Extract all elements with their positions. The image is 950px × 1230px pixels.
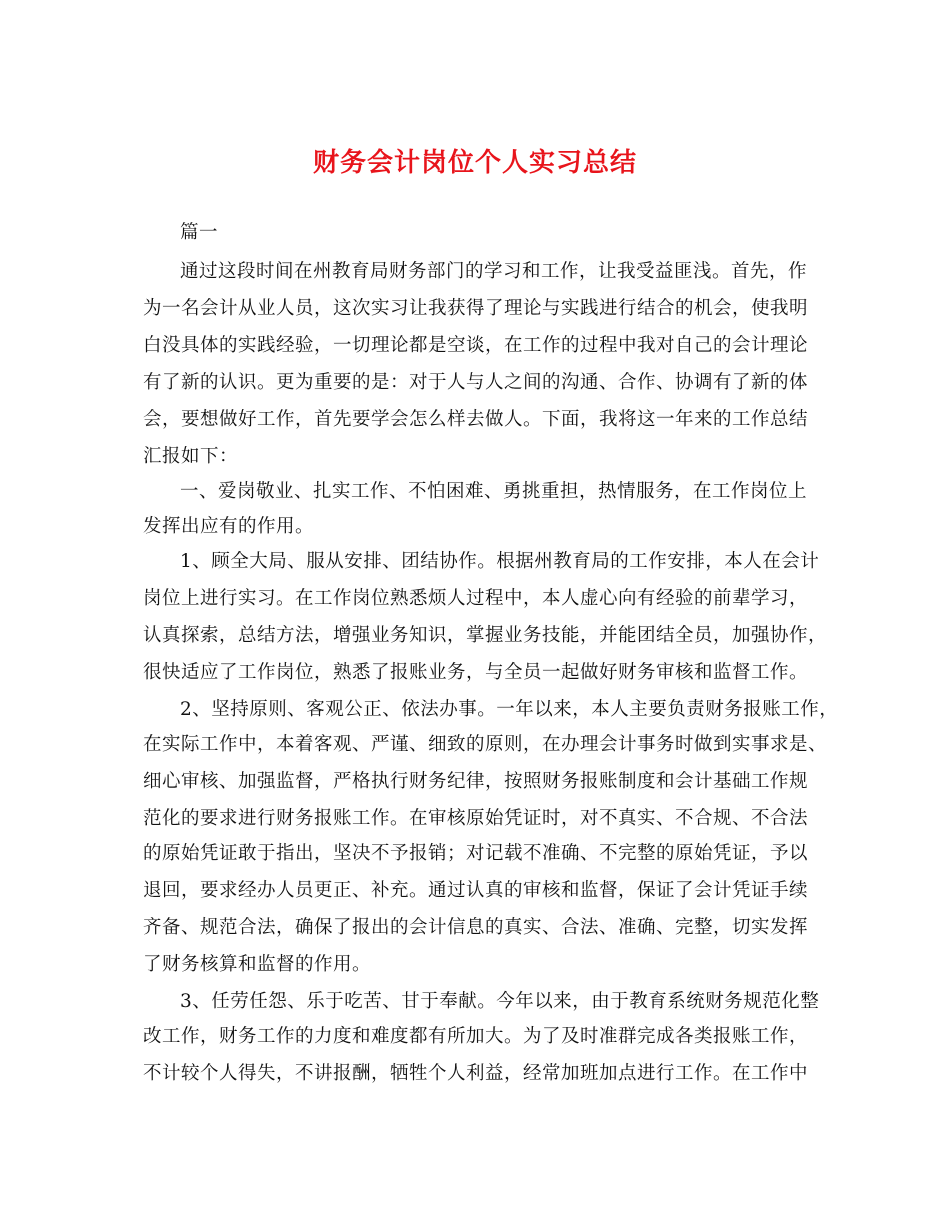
text-line: 认真探索，总结方法，增强业务知识，掌握业务技能，并能团结全员，加强协作， [143,625,828,646]
text-line: 为一名会计从业人员，这次实习让我获得了理论与实践进行结合的机会，使我明 [143,298,809,319]
text-line: 的原始凭证敢于指出，坚决不予报销；对记载不准确、不完整的原始凭证，予以 [143,843,809,864]
text-line: 发挥出应有的作用。 [143,516,315,537]
text-line: 一、爱岗敬业、扎实工作、不怕困难、勇挑重担，热情服务，在工作岗位上 [180,481,808,502]
text-line: 细心审核、加强监督，严格执行财务纪律，按照财务报账制度和会计基础工作规 [143,771,809,792]
text-line: 范化的要求进行财务报账工作。在审核原始凭证时，对不真实、不合规、不合法 [143,808,809,829]
text-line: 在实际工作中，本着客观、严谨、细致的原则，在办理会计事务时做到实事求是、 [143,734,828,755]
text-line: 有了新的认识。更为重要的是：对于人与人之间的沟通、合作、协调有了新的体 [143,372,809,393]
text-line: 会，要想做好工作，首先要学会怎么样去做人。下面，我将这一年来的工作总结 [143,409,809,430]
text-line: 2、坚持原则、客观公正、依法办事。一年以来，本人主要负责财务报账工作， [180,699,839,720]
text-line: 1、顾全大局、服从安排、团结协作。根据州教育局的工作安排，本人在会计 [180,551,820,572]
text-line: 篇一 [180,222,219,243]
text-line: 3、任劳任怨、乐于吃苦、甘于奉献。今年以来，由于教育系统财务规范化整 [180,991,820,1012]
text-line: 很快适应了工作岗位，熟悉了报账业务，与全员一起做好财务审核和监督工作。 [143,662,809,683]
text-line: 通过这段时间在州教育局财务部门的学习和工作，让我受益匪浅。首先，作 [180,261,808,282]
text-line: 岗位上进行实习。在工作岗位熟悉烦人过程中，本人虚心向有经验的前辈学习， [143,588,809,609]
text-line: 改工作，财务工作的力度和难度都有所加大。为了及时准群完成各类报账工作， [143,1026,809,1047]
text-line: 不计较个人得失，不讲报酬，牺牲个人利益，经常加班加点进行工作。在工作中 [143,1063,809,1084]
document-title: 财务会计岗位个人实习总结 [312,148,637,178]
text-line: 齐备、规范合法，确保了报出的会计信息的真实、合法、准确、完整，切实发挥 [143,917,809,938]
text-line: 了财务核算和监督的作用。 [143,954,372,975]
text-line: 汇报如下： [143,446,239,467]
text-line: 退回，要求经办人员更正、补充。通过认真的审核和监督，保证了会计凭证手续 [143,880,809,901]
text-line: 白没具体的实践经验，一切理论都是空谈，在工作的过程中我对自己的会计理论 [143,335,809,356]
